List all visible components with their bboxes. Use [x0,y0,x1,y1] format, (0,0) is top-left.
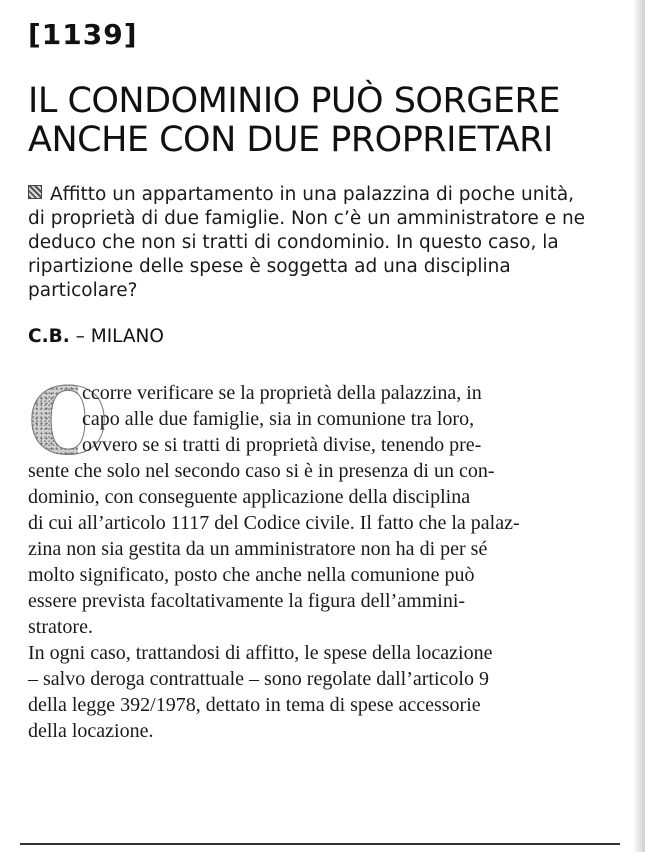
reader-city: MILANO [90,326,164,347]
reader-question [28,183,588,303]
question-line [28,183,588,207]
reader-initials: C.B. [28,326,70,347]
expert-answer [28,367,613,744]
question-line: deduco che non si tratti di condominio. In questo caso, la [28,232,559,253]
question-line: particolare? [28,280,138,301]
answer-line: della locazione. [28,720,154,742]
drop-cap: O [28,367,109,475]
answer-line: ccorre verificare se la proprietà della palazzina, in [82,382,482,404]
answer-line: In ogni caso, trattandosi di affitto, le spese della locazione [28,642,493,664]
answer-line: – salvo deroga contrattuale – sono regolate dall’articolo 9 [28,668,489,690]
bottom-divider [20,843,620,845]
answer-line: capo alle due famiglie, sia in comunione tra loro, [82,408,475,430]
answer-line: sente che solo nel secondo caso si è in presenza di un con- [28,460,495,482]
question-text: Affitto un appartamento in una palazzina di poche unità, [50,184,575,205]
answer-line: molto significato, posto che anche nella comunione può [28,564,475,586]
answer-line: zina non sia gestita da un amministratore non ha di per sé [28,538,488,560]
scan-edge-shadow [633,0,645,852]
answer-line: di cui all’articolo 1117 del Codice civile. Il fatto che la palaz- [28,512,520,534]
square-bullet-icon [28,185,42,199]
answer-line: della legge 392/1978, dettato in tema di spese accessorie [28,694,481,716]
headline-line: ANCHE CON DUE PROPRIETARI [28,120,553,160]
answer-line: dominio, con conseguente applicazione della disciplina [28,486,471,508]
reader-signature [28,326,164,347]
headline-line: IL CONDOMINIO PUÒ SORGERE [28,81,560,121]
headline [28,82,618,160]
question-line: ripartizione delle spese è soggetta ad una disciplina [28,256,511,277]
question-line: di proprietà di due famiglie. Non c’è un amministratore e ne [28,208,586,229]
answer-line: stratore. [28,616,93,638]
answer-line: ovvero se si tratti di proprietà divise, tenendo pre- [82,434,482,456]
signature-separator: – [69,326,91,347]
article-number: [1139] [28,18,138,51]
answer-line: essere prevista facoltativamente la figura dell’ammini- [28,590,466,612]
